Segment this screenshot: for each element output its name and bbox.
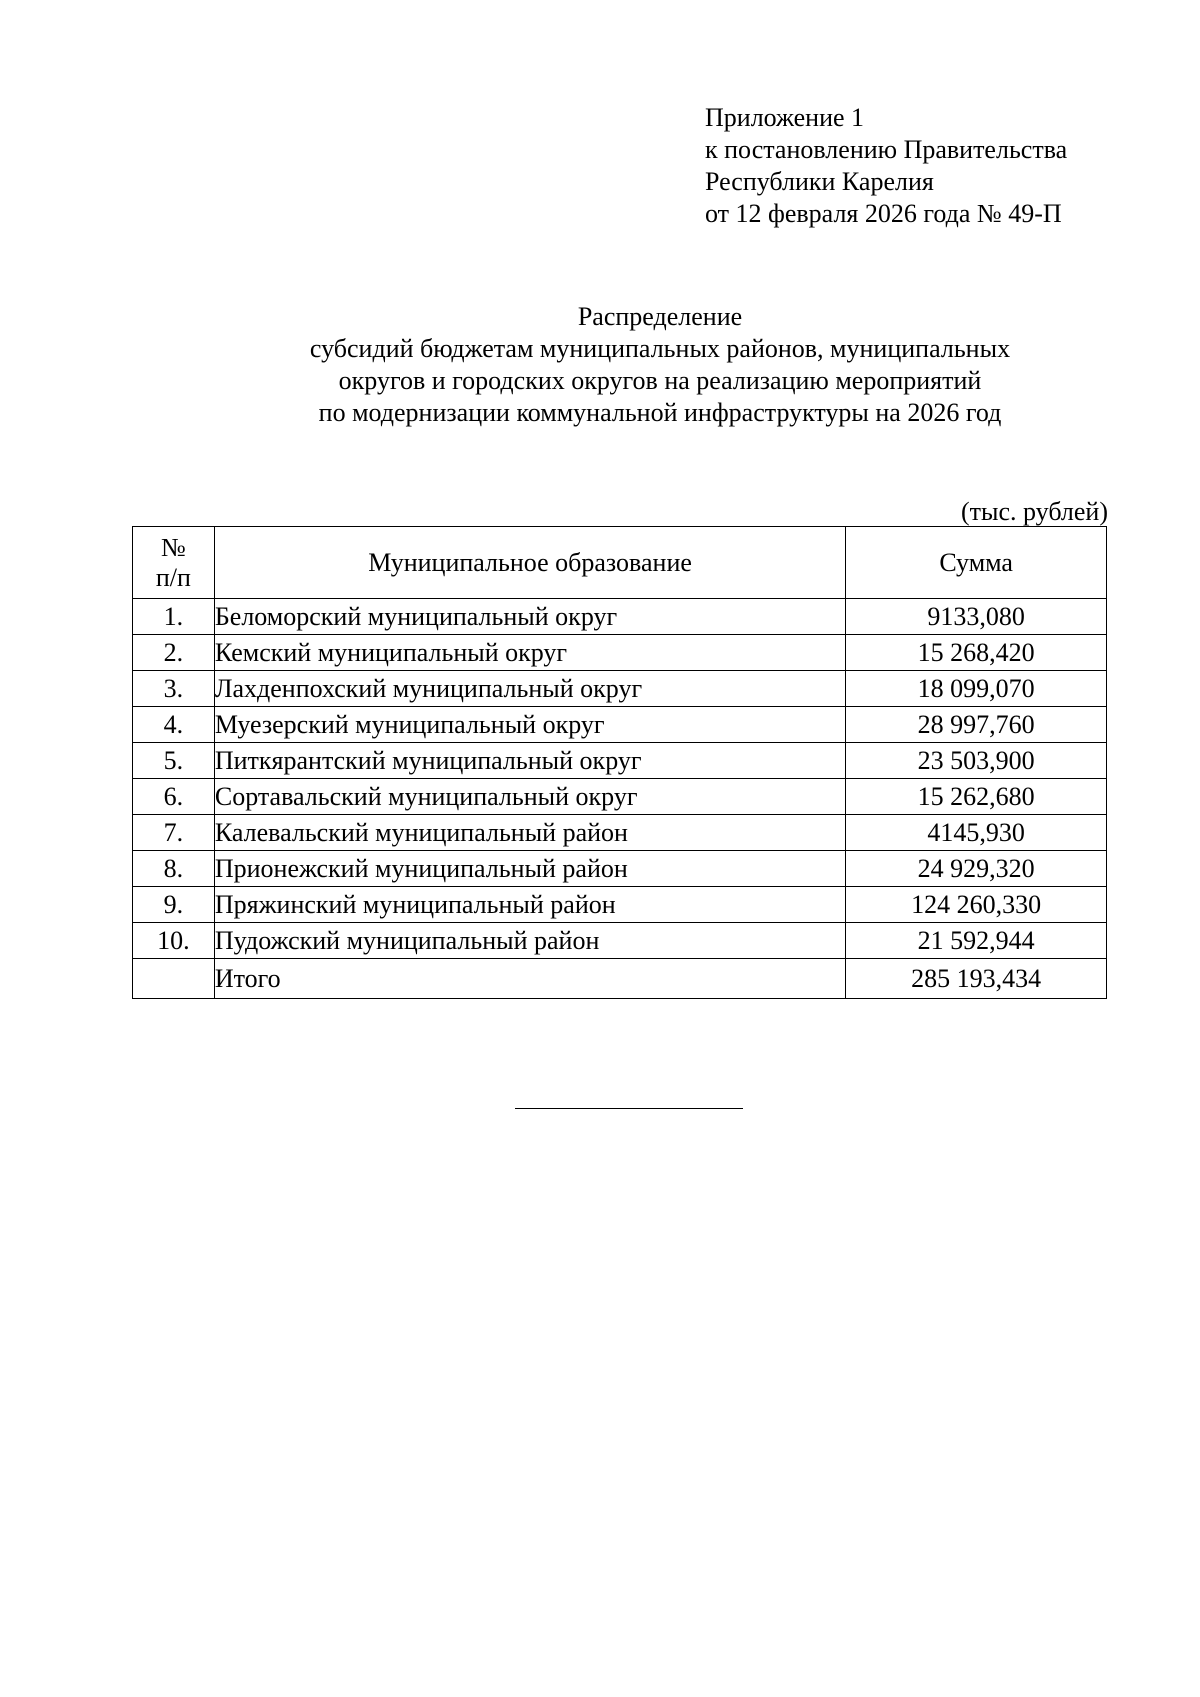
row-municipality: Лахденпохский муниципальный округ xyxy=(214,671,845,707)
table-row xyxy=(133,887,1107,923)
table-row xyxy=(133,599,1107,635)
header-sum: Сумма xyxy=(846,527,1107,599)
row-municipality: Питкярантский муниципальный округ xyxy=(214,743,845,779)
row-number: 7. xyxy=(133,815,215,851)
row-municipality: Пудожский муниципальный район xyxy=(214,923,845,959)
row-municipality: Кемский муниципальный округ xyxy=(214,635,845,671)
row-municipality: Муезерский муниципальный округ xyxy=(214,707,845,743)
appendix-header xyxy=(705,102,1067,230)
row-number: 2. xyxy=(133,635,215,671)
document-title xyxy=(130,301,1190,429)
row-municipality: Калевальский муниципальный район xyxy=(214,815,845,851)
row-municipality: Прионежский муниципальный район xyxy=(214,851,845,887)
table-row xyxy=(133,707,1107,743)
row-sum: 23 503,900 xyxy=(846,743,1107,779)
row-sum: 21 592,944 xyxy=(846,923,1107,959)
row-sum: 28 997,760 xyxy=(846,707,1107,743)
row-sum: 18 099,070 xyxy=(846,671,1107,707)
title-line: по модернизации коммунальной инфраструктуры на 2026 год xyxy=(318,398,1002,427)
table-row xyxy=(133,851,1107,887)
row-number: 6. xyxy=(133,779,215,815)
total-number-empty xyxy=(133,959,215,999)
table-row xyxy=(133,815,1107,851)
row-number: 10. xyxy=(133,923,215,959)
table-total-row xyxy=(133,959,1107,999)
row-sum: 15 262,680 xyxy=(846,779,1107,815)
row-number: 1. xyxy=(133,599,215,635)
row-sum: 15 268,420 xyxy=(846,635,1107,671)
row-number: 4. xyxy=(133,707,215,743)
header-number-pp: п/п xyxy=(155,562,191,592)
row-sum: 4145,930 xyxy=(846,815,1107,851)
table-row xyxy=(133,743,1107,779)
row-number: 5. xyxy=(133,743,215,779)
row-sum: 24 929,320 xyxy=(846,851,1107,887)
header-number-sign: № xyxy=(161,532,186,562)
row-number: 3. xyxy=(133,671,215,707)
appendix-line: от 12 февраля 2026 года № 49-П xyxy=(705,199,1062,228)
title-line: округов и городских округов на реализацию мероприятий xyxy=(338,366,982,395)
distribution-table xyxy=(132,526,1107,999)
row-sum: 9133,080 xyxy=(846,599,1107,635)
row-municipality: Беломорский муниципальный округ xyxy=(214,599,845,635)
table-row xyxy=(133,923,1107,959)
row-number: 8. xyxy=(133,851,215,887)
title-line: Распределение xyxy=(577,302,743,331)
end-of-document-rule xyxy=(515,1108,743,1109)
total-sum: 285 193,434 xyxy=(846,959,1107,999)
title-line: субсидий бюджетам муниципальных районов, муниципальных xyxy=(309,334,1011,363)
table-row xyxy=(133,635,1107,671)
appendix-line: Приложение 1 xyxy=(705,103,865,132)
row-municipality: Пряжинский муниципальный район xyxy=(214,887,845,923)
appendix-line: к постановлению Правительства xyxy=(705,135,1068,164)
header-municipality: Муниципальное образование xyxy=(214,527,845,599)
units-label: (тыс. рублей) xyxy=(960,497,1108,526)
header-number xyxy=(133,527,215,599)
row-sum: 124 260,330 xyxy=(846,887,1107,923)
total-label: Итого xyxy=(214,959,845,999)
table-row xyxy=(133,671,1107,707)
row-number: 9. xyxy=(133,887,215,923)
table-row xyxy=(133,779,1107,815)
appendix-line: Республики Карелия xyxy=(705,167,934,196)
row-municipality: Сортавальский муниципальный округ xyxy=(214,779,845,815)
table-header-row xyxy=(133,527,1107,599)
